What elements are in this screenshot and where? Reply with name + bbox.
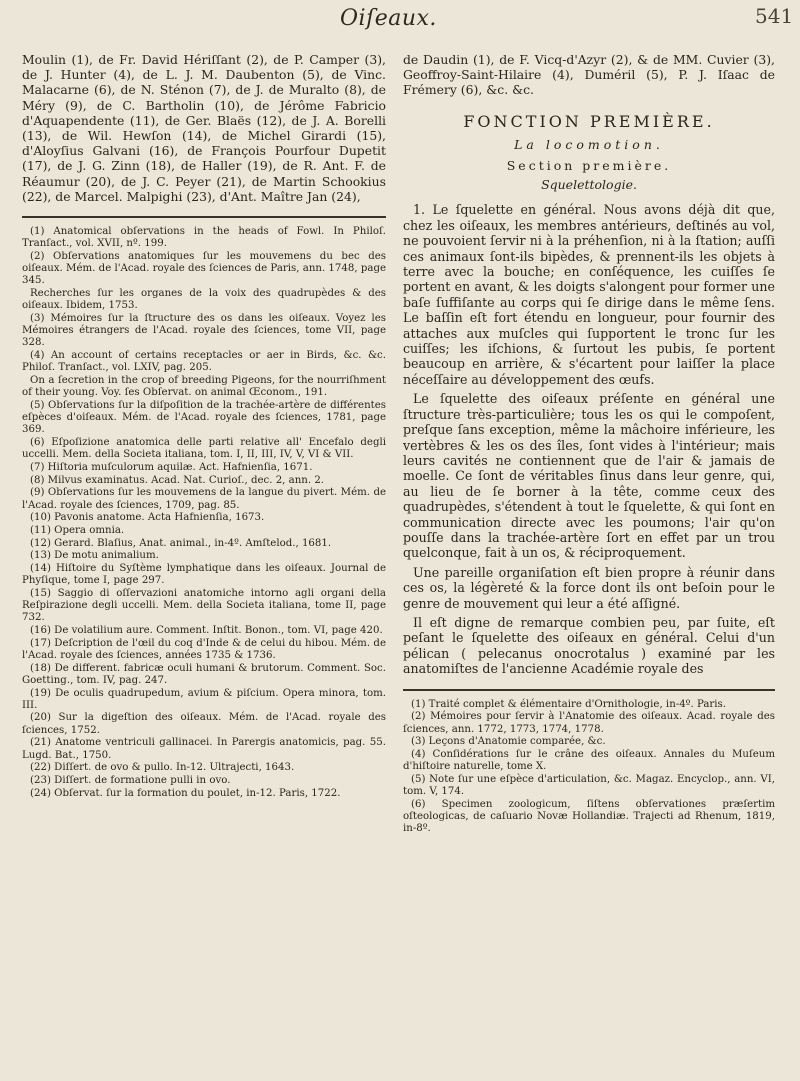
footnote: (3) Mémoires ſur la ſtructure des os dans les oiſeaux. Voyez les Mémoires étrangers de l'Acad. royale des ſciences, tome VII, page 328.: [22, 312, 386, 349]
paragraph: Une pareille organiſation eſt bien propre à réunir dans ces os, la légèreté & la force dont ils ont beſoin pour le genre de mouvement qui leur a été aſſigné.: [403, 564, 775, 611]
footnote: On a ſecretion in the crop of breeding Pigeons, for the nourriſhment of their young. Voy. ſes Obſervat. on animal Œconom., 191.: [22, 374, 386, 399]
footnote: (3) Leçons d'Anatomie comparée, &c.: [411, 736, 606, 748]
footnote: (4) An account of certains receptacles or aer in Birds, &c. &c. Philoſ. Tranſact., vol. LXIV, pag. 205.: [22, 350, 386, 374]
section-heading: FONCTION PREMIÈRE.: [463, 111, 715, 131]
paragraph: 1. Le ſquelette en général. Nous avons déjà dit que, chez les oiſeaux, les membres antérieurs, deſtinés au vol, ne pouvoient ſervir ni à la préhenſion, ni à la ſtation; auſſi ces animaux ſont-ils bipèdes, & prennent-ils les objets à terre avec la bouche; en conſéquence, les cuiſſes ſe portent en avant, & les doigts s'alongent pour former une baſe ſuffiſante au corps qui ſe dirige dans le même ſens. Le baſſin eſt fort étendu en longueur, pour fournir des attaches aux muſcles qui ſupportent le tronc ſur les cuiſſes; les iſchions, & ſurtout les pubis, ſe portent beaucoup en arrière, & s'écartent pour laiſſer la place néceſſaire au développement des œufs.: [403, 202, 775, 387]
left-column: [22, 52, 386, 800]
footnote: (22) Diſſert. de ovo & pullo. In-12. Ultrajecti, 1643.: [30, 762, 295, 774]
section-label: Section première.: [506, 158, 672, 174]
footnote: (13) De motu animalium.: [30, 550, 159, 562]
right-paragraphs: [403, 202, 775, 676]
footnote: (1) Traité complet & élémentaire d'Ornithologie, in-4º. Paris.: [411, 698, 727, 710]
footnote: (17) Deſcription de l'œil du coq d'Inde & de celui du hibou. Mém. de l'Acad. royale des ſciences, années 1735 & 1736.: [22, 637, 386, 661]
footnote: (6) Specimen zoologicum, ſiſtens obſervationes præſertim oſteologicas, de caſuario Novæ Hollandiæ. Trajecti ad Rhenum, 1819, in-8º.: [403, 798, 775, 835]
footnote: (6) Eſpoſizione anatomica delle parti relative all' Encefalo degli uccelli. Mem. della Societa italiana, tom. I, II, III, IV, V, VI & VII.: [22, 436, 386, 461]
footnote: (2) Obſervations anatomiques ſur les mouvemens du bec des oiſeaux. Mém. de l'Acad. royale des ſciences de Paris, ann. 1748, page 345.: [22, 250, 386, 287]
footnote: (11) Opera omnia.: [30, 524, 125, 536]
footnote: (5) Obſervations ſur la diſpoſition de la trachée-artère de différentes eſpèces d'oiſeaux. Mém. de l'Acad. royale des ſciences, 1781, page 369.: [22, 399, 386, 436]
subheading: La locomotion.: [514, 136, 664, 152]
paragraph: Le ſquelette des oiſeaux préſente en général une ſtructure très-particulière; tous les os qui le compoſent, preſque ſans exception, même la mâchoire inférieure, les vertèbres & les os des îles, ſont vides à l'intérieur; mais leurs cavités ne contiennent que de l'air & jamais de moelle. Ce ſont de véritables ſinus dans leur genre, qui, au lieu de ſe borner à la tête, comme ceux des quadrupèdes, s'étendent à tout le ſquelette, & qui ſont en communication directe avec les poumons; l'air qu'on pouſſe dans la trachée-artère ſort en effet par un trou quelconque, fait à un os, & réciproquement.: [403, 391, 775, 561]
footnote: (10) Pavonis anatome. Acta Hafnienſia, 1673.: [30, 512, 265, 524]
footnote: (19) De oculis quadrupedum, avium & piſcium. Opera minora, tom. III.: [22, 687, 386, 711]
footnote: (20) Sur la digeſtion des oiſeaux. Mém. de l'Acad. royale des ſciences, 1752.: [22, 712, 386, 736]
running-title: Oiſeaux.: [340, 6, 437, 31]
section-subtitle: Squelettologie.: [541, 177, 637, 193]
footnote: (8) Milvus examinatus. Acad. Nat. Curioſ., dec. 2, ann. 2.: [30, 474, 325, 486]
footnote-divider-left: [22, 216, 386, 218]
footnote: (1) Anatomical obſervations in the heads of Fowl. In Philoſ. Tranſact., vol. XVII, nº. 199.: [22, 226, 386, 250]
footnote: (7) Hiſtoria muſculorum aquilæ. Act. Hafnienſia, 1671.: [30, 461, 313, 473]
footnote: (18) De different. fabricæ oculi humani & brutorum. Comment. Soc. Goetting., tom. IV, pag. 247.: [22, 662, 386, 686]
page-number: 541: [755, 4, 794, 28]
footnote: (23) Diſſert. de formatione pulli in ovo.: [30, 774, 231, 786]
footnote-divider-right: [403, 689, 775, 691]
right-intro-text: de Daudin (1), de F. Vicq-d'Azyr (2), & de MM. Cuvier (3), Geoffroy-Saint-Hilaire (4), Duméril (5), P. J. Iſaac de Frémery (6), &c. &c.: [403, 52, 775, 98]
paragraph: Il eſt digne de remarque combien peu, par ſuite, eſt peſant le ſquelette des oiſeaux en général. Celui d'un pélican ( pelecanus onocrotalus ) examiné par les anatomiſtes de l'ancienne Académie royale des: [403, 614, 775, 677]
left-footnotes: [22, 226, 386, 800]
footnote: (21) Anatome ventriculi gallinacei. In Parergis anatomicis, pag. 55. Lugd. Bat., 1750.: [22, 737, 386, 761]
footnote: (15) Saggio di oſſervazioni anatomiche intorno agli organi della Reſpirazione degli uccelli. Mem. della Societa italiana, tome II, page 732.: [22, 587, 386, 624]
footnote: (2) Mémoires pour ſervir à l'Anatomie des oiſeaux. Acad. royale des ſciences, ann. 1772, 1773, 1774, 1778.: [403, 711, 775, 735]
footnote: (5) Note ſur une eſpèce d'articulation, &c. Magaz. Encyclop., ann. VI, tom. V, 174.: [403, 773, 775, 798]
footnote: (16) De volatilium aure. Comment. Inſtit. Bonon., tom. VI, page 420.: [30, 625, 383, 637]
footnote: (9) Obſervations ſur les mouvemens de la langue du pivert. Mém. de l'Acad. royale des ſciences, 1709, pag. 85.: [22, 487, 386, 511]
left-body-text: Moulin (1), de Fr. David Hériſſant (2), de P. Camper (3), de J. Hunter (4), de L. J. M. Daubenton (5), de Vinc. Malacarne (6), de N. Sténon (7), de J. de Muralto (8), de Méry (9), de C. Bartholin (10), de Jérôme Fabricio d'Aquapendente (11), de Ger. Blaës (12), de J. A. Borelli (13), de Wil. Hewſon (14), de Michel Girardi (15), d'Aloyſius Galvani (16), de François Pourfour Dupetit (17), de J. G. Zinn (18), de Haller (19), de R. Ant. F. de Réaumur (20), de J. C. Peyer (21), de Martin Schookius (22), de Marcel. Malpighi (23), d'Ant. Maître Jan (24),: [22, 52, 386, 204]
footnote: (4) Conſidérations ſur le crâne des oiſeaux. Annales du Muſeum d'hiſtoire naturelle, tome X.: [403, 748, 775, 773]
footnote: (14) Hiſtoire du Syſtème lymphatique dans les oiſeaux. Journal de Phyſique, tome I, page 297.: [22, 563, 386, 587]
right-footnotes: [403, 699, 775, 836]
footnote: (12) Gerard. Blaſius, Anat. animal., in-4º. Amſtelod., 1681.: [30, 537, 332, 549]
footnote: Recherches ſur les organes de la voix des quadrupèdes & des oiſeaux. Ibidem, 1753.: [22, 288, 386, 312]
right-column: [403, 52, 775, 835]
footnote: (24) Obſervat. ſur la formation du poulet, in-12. Paris, 1722.: [30, 787, 341, 799]
